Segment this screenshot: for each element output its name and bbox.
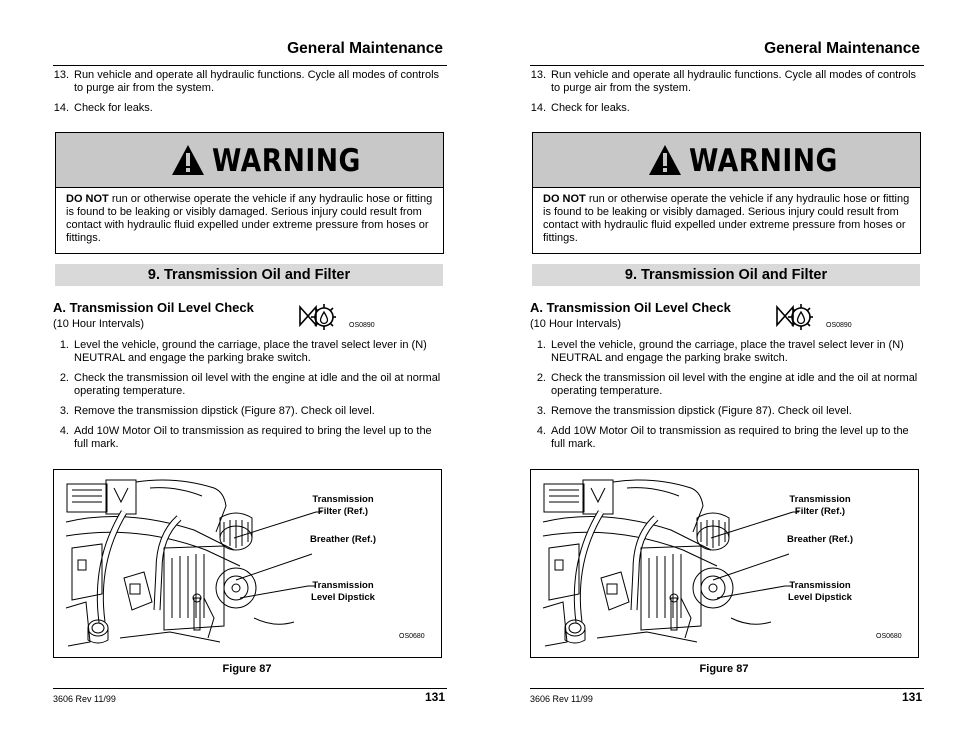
subsection-title: A. Transmission Oil Level Check — [530, 300, 731, 315]
warning-title: WARNING — [689, 143, 838, 179]
label-dipstick: Transmission Level Dipstick — [788, 580, 852, 603]
header-rule — [530, 65, 924, 66]
label-dipstick: Transmission Level Dipstick — [311, 580, 375, 603]
section-title: 9. Transmission Oil and Filter — [55, 264, 443, 286]
figure-87 — [530, 469, 919, 658]
label-transmission-filter: Transmission Filter (Ref.) — [789, 494, 851, 517]
icon-code: OS0890 — [349, 322, 375, 329]
warning-text — [543, 193, 915, 245]
footer-doc-revision: 3606 Rev 11/99 — [530, 694, 593, 704]
footer-rule — [53, 688, 447, 689]
warning-header — [56, 133, 443, 188]
warning-do-not: DO NOT — [543, 193, 586, 205]
page-header: General Maintenance — [764, 40, 920, 57]
warning-box — [55, 132, 444, 254]
icon-code: OS0890 — [826, 322, 852, 329]
section-title: 9. Transmission Oil and Filter — [532, 264, 920, 286]
label-breather: Breather (Ref.) — [310, 534, 376, 545]
page-number: 131 — [901, 690, 922, 704]
service-interval: (10 Hour Intervals) — [53, 318, 145, 330]
warning-text — [66, 193, 438, 245]
footer-rule — [530, 688, 924, 689]
page-header: General Maintenance — [287, 40, 443, 57]
manual-page-right: General Maintenance 13. Run vehicle and operate all hydraulic functions. Cycle all modes of controls to purge air from the system. 14. Check for leaks. WARNING DO NOT run or otherwise operate the vehicle if any hydraulic hose or fitting is found to be leaking or visibly damaged. Serious injury could result from contact with hydraulic fluid expelled under extreme pressure from hoses or fittings. 9. Transmission Oil and Filter A. Transmission Oil Level Check (10 Hour Intervals) OS0890 1. Level the vehicle, ground the carriage, place the travel select lever in (N) NEUTRAL and engage the parking brake switch. 2. Check the transmission oil level with the engine at idle and the oil at normal operating temperature. 3. Remove the transmission dipstick (Figure 87). Check oil level. 4. Add 10W Motor Oil to transmission as required to bring the level up to the full mark. Transmission Filter (Ref.) Breather (Ref.) Transmission Level Dipstick OS0680 Figure 87 3606 Rev 11/99 131 — [524, 0, 924, 738]
figure-code: OS0680 — [876, 633, 902, 640]
warning-body-text: run or otherwise operate the vehicle if any hydraulic hose or fitting is found to be leaking or visibly damaged. Serious injury could result from contact with hydraulic fluid expelled under extreme pressure from hoses or fittings. — [543, 193, 910, 244]
subsection-title: A. Transmission Oil Level Check — [53, 300, 254, 315]
figure-87 — [53, 469, 442, 658]
page-number: 131 — [424, 690, 445, 704]
figure-caption: Figure 87 — [699, 663, 749, 675]
footer-doc-revision: 3606 Rev 11/99 — [53, 694, 116, 704]
label-transmission-filter: Transmission Filter (Ref.) — [312, 494, 374, 517]
warning-box — [532, 132, 921, 254]
transmission-gear-oil-drop-icon — [299, 303, 337, 331]
warning-triangle-icon — [648, 144, 682, 176]
warning-do-not: DO NOT — [66, 193, 109, 205]
warning-header — [533, 133, 920, 188]
label-breather: Breather (Ref.) — [787, 534, 853, 545]
figure-caption: Figure 87 — [222, 663, 272, 675]
warning-body-text: run or otherwise operate the vehicle if any hydraulic hose or fitting is found to be leaking or visibly damaged. Serious injury could result from contact with hydraulic fluid expelled under extreme pressure from hoses or fittings. — [66, 193, 433, 244]
transmission-gear-oil-drop-icon — [776, 303, 814, 331]
manual-page-left: General Maintenance 13. Run vehicle and operate all hydraulic functions. Cycle all modes of controls to purge air from the system. 14. Check for leaks. WARNING DO NOT run or otherwise operate the vehicle if any hydraulic hose or fitting is found to be leaking or visibly damaged. Serious injury could result from contact with hydraulic fluid expelled under extreme pressure from hoses or fittings. 9. Transmission Oil and Filter A. Transmission Oil Level Check (10 Hour Intervals) OS0890 1. Level the vehicle, ground the carriage, place the travel select lever in (N) NEUTRAL and engage the parking brake switch. 2. Check the transmission oil level with the engine at idle and the oil at normal operating temperature. 3. Remove the transmission dipstick (Figure 87). Check oil level. 4. Add 10W Motor Oil to transmission as required to bring the level up to the full mark. Transmission Filter (Ref.) Breather (Ref.) Transmission Level Dipstick OS0680 Figure 87 3606 Rev 11/99 131 — [47, 0, 447, 738]
warning-triangle-icon — [171, 144, 205, 176]
header-rule — [53, 65, 447, 66]
figure-code: OS0680 — [399, 633, 425, 640]
warning-title: WARNING — [212, 143, 361, 179]
service-interval: (10 Hour Intervals) — [530, 318, 622, 330]
